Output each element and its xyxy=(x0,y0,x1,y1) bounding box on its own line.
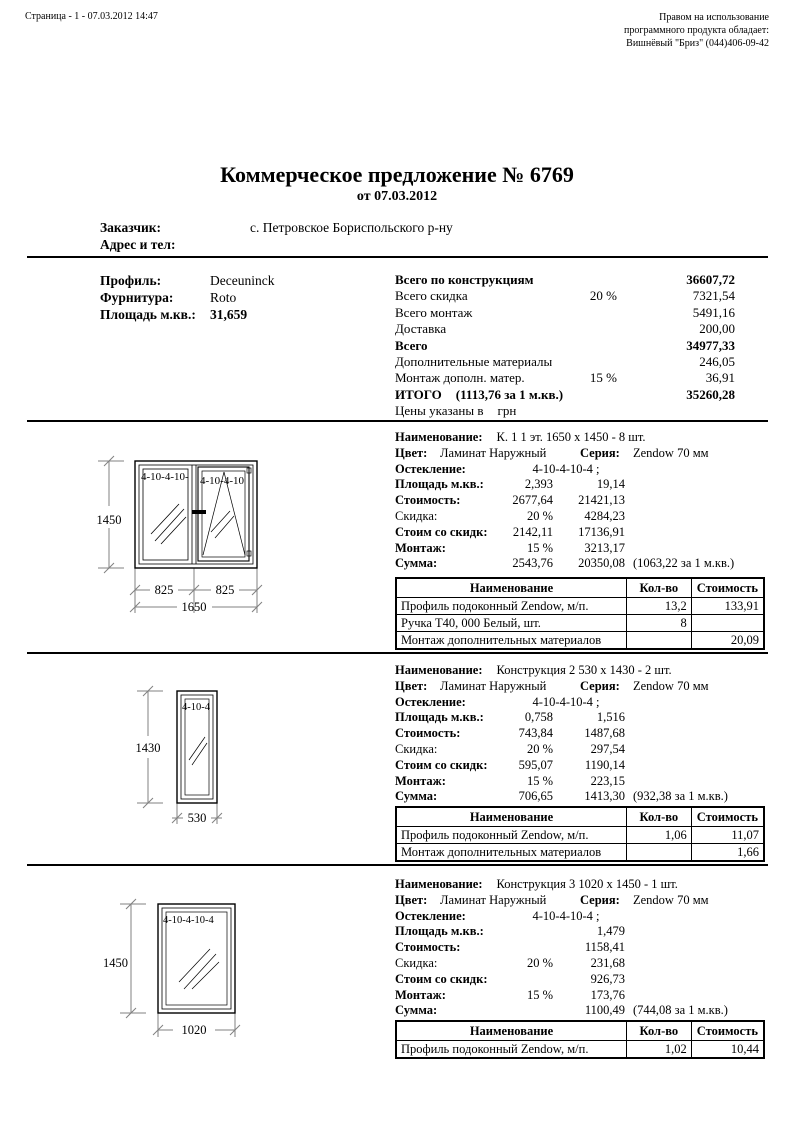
item-1-materials-table xyxy=(395,577,765,650)
extra-install-pct: 15 % xyxy=(589,370,617,386)
profile-label: Профиль: xyxy=(100,273,162,288)
col-header-qty: Кол-во xyxy=(627,807,692,827)
grand-total-note: (1113,76 за 1 м.кв.) xyxy=(455,386,564,402)
dimension-height-label: 1450 xyxy=(103,956,128,970)
dimension-width-label: 530 xyxy=(187,811,207,825)
total-install-value: 5491,16 xyxy=(692,304,735,320)
item-name-label: Наименование: xyxy=(395,663,483,677)
col-header-qty: Кол-во xyxy=(627,578,692,598)
glazing-formula: 4-10-4-10-4 xyxy=(163,915,214,926)
delivery-value: 200,00 xyxy=(699,321,735,337)
grand-total-label: ИТОГО xyxy=(395,386,442,402)
total-discount-label: Всего скидка xyxy=(395,288,468,304)
item-name-label: Наименование: xyxy=(395,430,483,444)
extra-materials-value: 246,05 xyxy=(699,353,735,369)
table-row: Профиль подоконный Zendow, м/п. 1,06 11,07 xyxy=(396,827,764,844)
grand-total-value: 35260,28 xyxy=(686,386,735,402)
customer-block xyxy=(100,220,453,253)
item-2-details: Наименование: Конструкция 2 530 х 1430 - 2 шт. Цвет: Ламинат Наружный Серия: Zendow 70 мм Остекление: 4-10-4-10-4 ; Площадь м.кв.: 0,758 1,516 Стоимость: 743,84 1487,68 Скидка: 20 % 297,54 Стоим со скидк: 595,07 1190,14 Монтаж: 15 % 223,15 Сумма: 706,65 1413,30 (932,38 за 1 м.кв.) xyxy=(395,663,728,804)
license-line-2: программного продукта обладает: xyxy=(624,25,769,36)
summary-left xyxy=(100,272,274,323)
subtotal-value: 34977,33 xyxy=(686,337,735,353)
handle-icon xyxy=(192,510,206,514)
delivery-label: Доставка xyxy=(395,321,447,337)
license-line-1: Правом на использование xyxy=(659,12,769,23)
total-discount-value: 7321,54 xyxy=(692,288,735,304)
window-drawing-1 xyxy=(78,448,293,620)
title-date: от 07.03.2012 xyxy=(356,189,438,204)
currency-value: грн xyxy=(497,403,517,419)
col-header-cost: Стоимость xyxy=(691,1021,764,1041)
per-sqm-note: (932,38 за 1 м.кв.) xyxy=(633,789,728,804)
item-series-value: Zendow 70 мм xyxy=(633,678,709,693)
extra-materials-label: Дополнительные материалы xyxy=(395,353,553,369)
item-2-materials-table xyxy=(395,806,765,862)
license-stamp xyxy=(624,11,769,50)
dimension-width-label: 1020 xyxy=(181,1023,207,1037)
customer-value: с. Петровское Бориспольского р-ну xyxy=(250,220,453,235)
item-glazing-value: 4-10-4-10-4 ; xyxy=(532,908,600,923)
dimension-seg2-label: 825 xyxy=(215,583,235,597)
col-header-qty: Кол-во xyxy=(627,1021,692,1041)
area-value: 31,659 xyxy=(210,307,248,322)
item-glazing-value: 4-10-4-10-4 ; xyxy=(532,461,600,476)
divider-line xyxy=(27,420,768,422)
col-header-name: Наименование xyxy=(396,1021,627,1041)
item-3-details: Наименование: Конструкция 3 1020 х 1450 - 1 шт. Цвет: Ламинат Наружный Серия: Zendow 70 мм Остекление: 4-10-4-10-4 ; Площадь м.кв.: 1,479 Стоимость: 1158,41 Скидка: 20 % 231,68 Стоим со скидк: 926,73 Монтаж: 15 % 173,76 Сумма: 1100,49 (744,08 за 1 м.кв.) xyxy=(395,877,728,1018)
divider-line xyxy=(27,256,768,258)
col-header-cost: Стоимость xyxy=(691,807,764,827)
total-constructions-value: 36607,72 xyxy=(686,272,735,287)
license-line-3: Вишнёвый "Бриз" (044)406-09-42 xyxy=(626,38,769,49)
window-drawing-3 xyxy=(93,897,273,1049)
item-1-details: Наименование: К. 1 1 эт. 1650 х 1450 - 8 шт. Цвет: Ламинат Наружный Серия: Zendow 70 мм Остекление: 4-10-4-10-4 ; Площадь м.кв.: 2,393 19,14 Стоимость: 2677,64 21421,13 Скидка: 20 % 4284,23 Стоим со скидк: 2142,11 17136,91 Монтаж: 15 % 3213,17 Сумма: 2543,76 20350,08 (1063,22 за 1 м.кв.) xyxy=(395,430,735,571)
table-row: Профиль подоконный Zendow, м/п. 13,2 133,91 xyxy=(396,598,764,615)
title-block xyxy=(0,162,794,205)
dimension-height-label: 1430 xyxy=(135,741,161,755)
per-sqm-note: (744,08 за 1 м.кв.) xyxy=(633,1003,728,1018)
subtotal-label: Всего xyxy=(395,337,428,353)
per-sqm-note: (1063,22 за 1 м.кв.) xyxy=(633,556,735,571)
customer-label: Заказчик: xyxy=(100,220,162,235)
window-drawing-2 xyxy=(108,682,253,832)
total-discount-pct: 20 % xyxy=(589,288,617,304)
hardware-value: Roto xyxy=(210,290,237,305)
divider-line xyxy=(27,652,768,654)
currency-label: Цены указаны в xyxy=(395,403,484,419)
page-number-stamp: Страница - 1 - 07.03.2012 14:47 xyxy=(25,11,158,22)
extra-install-value: 36,91 xyxy=(705,370,735,386)
item-name-label: Наименование: xyxy=(395,877,483,891)
profile-value: Deceuninck xyxy=(210,273,275,288)
summary-totals xyxy=(395,272,735,420)
item-3-materials-table xyxy=(395,1020,765,1059)
table-row: Ручка Т40, 000 Белый, шт. 8 xyxy=(396,615,764,632)
item-name-value: Конструкция 2 530 х 1430 - 2 шт. xyxy=(496,663,672,677)
area-label: Площадь м.кв.: xyxy=(100,307,196,322)
hardware-label: Фурнитура: xyxy=(100,290,174,305)
extra-install-label: Монтаж дополн. матер. xyxy=(395,370,525,386)
col-header-name: Наименование xyxy=(396,578,627,598)
dimension-width-label: 1650 xyxy=(181,600,207,614)
item-series-value: Zendow 70 мм xyxy=(633,445,709,460)
table-row: Монтаж дополнительных материалов 20,09 xyxy=(396,632,764,650)
table-row: Профиль подоконный Zendow, м/п. 1,02 10,44 xyxy=(396,1041,764,1059)
glazing-formula: 4-10-4 xyxy=(182,702,210,713)
table-row: Монтаж дополнительных материалов 1,66 xyxy=(396,844,764,862)
dimension-seg1-label: 825 xyxy=(154,583,174,597)
item-color-value: Ламинат Наружный xyxy=(440,445,547,460)
page-title: Коммерческое предложение № 6769 xyxy=(220,162,574,187)
address-label: Адрес и тел: xyxy=(100,236,176,252)
divider-line xyxy=(27,864,768,866)
glazing-formula-right: 4-10-4-10 xyxy=(200,475,244,487)
col-header-name: Наименование xyxy=(396,807,627,827)
dimension-height-label: 1450 xyxy=(96,513,122,527)
item-name-value: Конструкция 3 1020 х 1450 - 1 шт. xyxy=(496,877,678,891)
item-name-value: К. 1 1 эт. 1650 х 1450 - 8 шт. xyxy=(496,430,646,444)
total-constructions-label: Всего по конструкциям xyxy=(395,272,534,287)
item-color-value: Ламинат Наружный xyxy=(440,892,547,907)
total-install-label: Всего монтаж xyxy=(395,304,473,320)
item-series-value: Zendow 70 мм xyxy=(633,892,709,907)
item-glazing-value: 4-10-4-10-4 ; xyxy=(532,694,600,709)
glazing-formula-left: 4-10-4-10- xyxy=(141,471,189,483)
item-color-value: Ламинат Наружный xyxy=(440,678,547,693)
col-header-cost: Стоимость xyxy=(691,578,764,598)
